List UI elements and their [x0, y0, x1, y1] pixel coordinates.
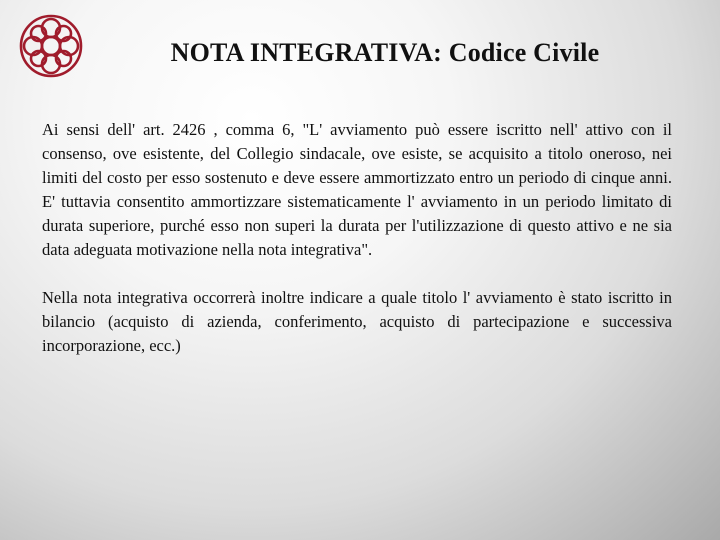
body-text [42, 118, 672, 382]
ordine-commercialisti-logo-icon [18, 13, 84, 79]
paragraph-nota-integrativa: Nella nota integrativa occorrerà inoltre indicare a quale titolo l' avviamento è stato iscritto in bilancio (acquisto di azienda, conferimento, acquisto di partecipazione e successiva incorporazione, ecc.) [42, 288, 672, 355]
page-title: NOTA INTEGRATIVA: Codice Civile [170, 38, 600, 67]
paragraph-avviamento-art-2426: Ai sensi dell' art. 2426 , comma 6, "L' avviamento può essere iscritto nell' attivo con il consenso, ove esistente, del Collegio sindacale, ove esiste, se acquisito a titolo oneroso, nei limiti del costo per esso sostenuto e deve essere ammortizzato entro un periodo di cinque anni. E' tuttavia consentito ammortizzare sistematicamente l' avviamento in un periodo limitato di durata superiore, purché esso non superi la durata per l'utilizzazione di questo attivo e ne sia data adeguata motivazione nella nota integrativa". [42, 120, 672, 259]
